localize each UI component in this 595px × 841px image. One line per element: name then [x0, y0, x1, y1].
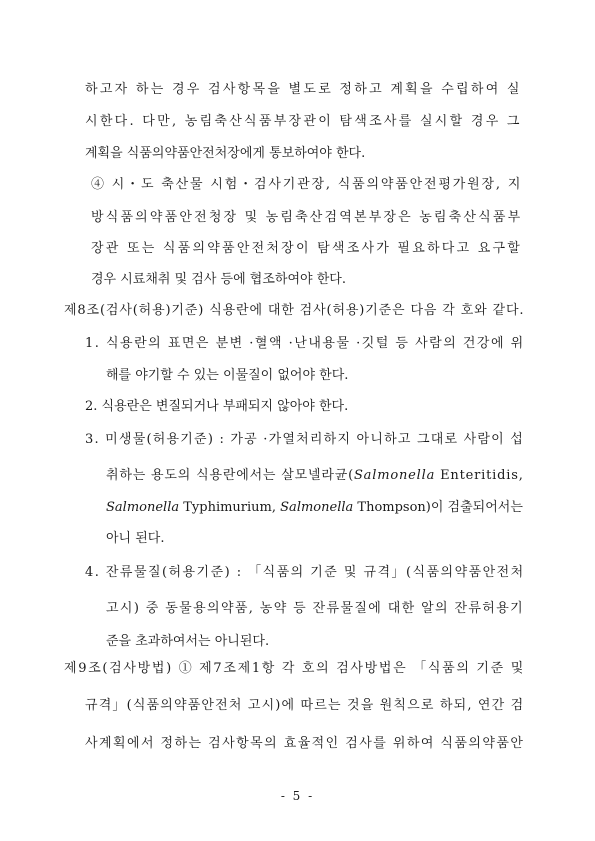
text-line: 경우 시료채취 및 검사 등에 협조하여야 한다.	[91, 272, 346, 287]
text-line: 방식품의약품안전청장 및 농림축산검역본부장은 농림축산식품부	[91, 210, 523, 225]
text-line: 제9조(검사방법) ① 제7조제1항 각 호의 검사방법은 「식품의 기준 및	[64, 661, 525, 676]
text-line: 해를 야기할 수 있는 이물질이 없어야 한다.	[106, 368, 349, 383]
text-line: 2. 식용란은 변질되거나 부패되지 않아야 한다.	[85, 399, 349, 414]
text-line: 취하는 용도의 식용란에서는 살모넬라균(Salmonella Enteritidis,	[106, 468, 524, 483]
text-line: 규격」(식품의약품안전처 고시)에 따르는 것을 원칙으로 하되, 연간 검	[85, 698, 525, 713]
page-number: - 5 -	[280, 789, 315, 803]
text-line: 하고자 하는 경우 검사항목을 별도로 정하고 계획을 수립하여 실	[85, 82, 522, 97]
text-line: 고시) 중 동물용의약품, 농약 등 잔류물질에 대한 알의 잔류허용기	[106, 601, 525, 616]
text-line: 사계획에서 정하는 검사항목의 효율적인 검사를 위하여 식품의약품안	[85, 736, 525, 751]
text-line: 계획을 식품의약품안전처장에게 통보하여야 한다.	[85, 146, 366, 161]
text-line: 제8조(검사(허용)기준) 식용란에 대한 검사(허용)기준은 다음 각 호와 같다.	[64, 303, 525, 318]
text-line: 1. 식용란의 표면은 분변 ·혈액 ·난내용물 ·깃털 등 사람의 건강에 위	[85, 336, 525, 351]
text-line: ④ 시・도 축산물 시험・검사기관장, 식품의약품안전평가원장, 지	[91, 177, 523, 192]
text-line: 시한다. 다만, 농림축산식품부장관이 탐색조사를 실시할 경우 그	[85, 114, 522, 129]
text-line: 4. 잔류물질(허용기준) : 「식품의 기준 및 규격」(식품의약품안전처	[85, 565, 525, 580]
text-line: 3. 미생물(허용기준) : 가공 ·가열처리하지 아니하고 그대로 사람이 섭	[85, 432, 525, 447]
text-line: 아니 된다.	[106, 531, 165, 546]
text-line: Salmonella Typhimurium, Salmonella Thompson)이 검출되어서는	[106, 500, 523, 515]
text-line: 장관 또는 식품의약품안전처장이 탐색조사가 필요하다고 요구할	[91, 241, 523, 256]
text-line: 준을 초과하여서는 아니된다.	[106, 634, 270, 649]
